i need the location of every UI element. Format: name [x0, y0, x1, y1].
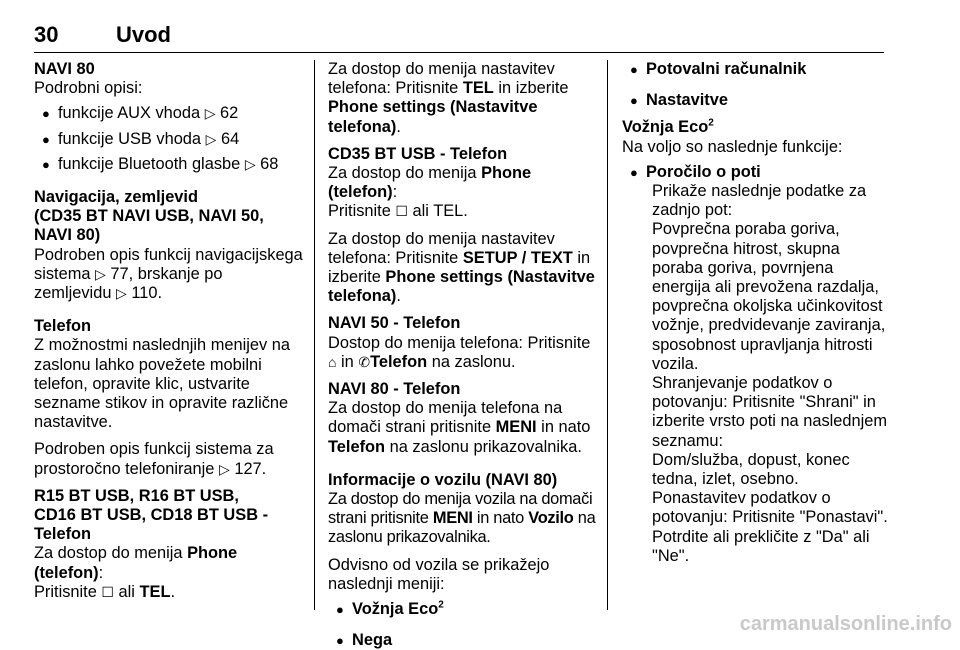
paragraph: Podroben opis funkcij navigacijskega sistema ▷ 77, brskanje po zemljevidu ▷ 110.: [34, 245, 303, 303]
heading-navigation: Navigacija, zemljevid (CD35 BT NAVI USB, NAVI 50, NAVI 80): [34, 188, 264, 245]
list-item: ● Potovalni računalnik: [622, 60, 894, 79]
page-title: Uvod: [116, 22, 171, 47]
heading-navi50-telefon: NAVI 50 - Telefon: [328, 314, 461, 333]
heading-navi80-telefon: NAVI 80 - Telefon: [328, 380, 461, 399]
paragraph: Podrobni opisi:: [34, 79, 143, 98]
heading-telefon: Telefon: [34, 317, 92, 336]
column-divider: [314, 60, 315, 610]
sub-paragraph: Dom/služba, dopust, konec tedna, izlet, osebno.: [652, 450, 850, 489]
paragraph: Odvisno od vozila se prikažejo naslednji meniji:: [328, 555, 550, 593]
phone-button-icon: ☐: [395, 203, 408, 220]
list-item: ● funkcije Bluetooth glasbe ▷ 68: [34, 155, 310, 174]
paragraph: Za dostop do menija Phone (telefon): Pritisnite ☐ ali TEL.: [328, 164, 532, 221]
paragraph: Za dostop do menija vozila na domači strani pritisnite MENI in nato Vozilo na zaslonu prikazovalnika.: [328, 490, 596, 547]
list-item: ● Vožnja Eco$^2$: [328, 600, 598, 619]
heading-eco-driving: Vožnja Eco$^2$: [622, 117, 714, 137]
heading-r15-telefon: R15 BT USB, R16 BT USB, CD16 BT USB, CD18 BT USB - Telefon: [34, 486, 269, 544]
list-item: ● funkcije USB vhoda ▷ 64: [34, 130, 310, 149]
page-header: [34, 18, 884, 53]
heading-navi80: NAVI 80: [34, 60, 95, 78]
cross-reference-arrow-icon: ▷: [244, 155, 256, 172]
sub-paragraph: Prikaže naslednje podatke za zadnjo pot:: [652, 182, 867, 220]
sub-paragraph: Ponastavitev podatkov o potovanju: Pritisnite "Ponastavi". Potrdite ali prekličite z "Da" ali "Ne".: [652, 489, 888, 565]
paragraph: Z možnostmi naslednjih menijev na zaslonu lahko povežete mobilni telefon, opravite klic, ustvarite sezname stikov in opravite različne nastavitve.: [34, 336, 290, 432]
cross-reference-arrow-icon: ▷: [116, 285, 127, 302]
column-2: [328, 60, 598, 650]
paragraph: Na voljo so naslednje funkcije:: [622, 137, 843, 156]
cross-reference-arrow-icon: ▷: [218, 460, 230, 477]
paragraph: Za dostop do menija nastavitev telefona: Pritisnite SETUP / TEXT in izberite Phone settings (Nastavitve telefona).: [328, 229, 595, 306]
sub-paragraph: Shranjevanje podatkov o potovanju: Pritisnite "Shrani" in izberite vrsto poti na naslednjem seznamu:: [652, 374, 888, 450]
page-number: 30: [34, 22, 59, 47]
list-item: ● Nega: [328, 631, 598, 650]
heading-vehicle-info: Informacije o vozilu (NAVI 80): [328, 470, 558, 489]
sub-paragraph: Povprečna poraba goriva, povprečna hitrost, skupna poraba goriva, povrnjena energija ali prevožena razdalja, povprečna okoljska učinkovitost vožnje, predvidevanje zaviranja, sposobnost upravljanja hitrosti vozila.: [652, 220, 886, 373]
list-item: ● funkcije AUX vhoda ▷ 62: [34, 104, 310, 123]
paragraph: Dostop do menija telefona: Pritisnite ⌂ in ✆Telefon na zaslonu.: [328, 333, 591, 371]
paragraph: Za dostop do menija Phone (telefon): Pritisnite ☐ ali TEL.: [34, 544, 238, 601]
heading-cd35-telefon: CD35 BT USB - Telefon: [328, 144, 508, 163]
phone-button-icon: ☐: [101, 583, 114, 600]
home-icon: ⌂: [328, 353, 337, 370]
cross-reference-arrow-icon: ▷: [205, 130, 217, 147]
cross-reference-arrow-icon: ▷: [204, 105, 216, 122]
paragraph: Za dostop do menija telefona na domači strani pritisnite MENI in nato Telefon na zaslonu prikazovalnika.: [328, 399, 591, 456]
column-divider: [607, 60, 608, 610]
cross-reference-arrow-icon: ▷: [95, 265, 106, 282]
list-item: ● Poročilo o poti: [622, 163, 894, 182]
watermark: carmanualsonline.info: [739, 613, 952, 635]
column-3: [622, 60, 894, 566]
phone-handset-icon: ✆: [358, 353, 371, 370]
column-1: [34, 60, 310, 602]
paragraph: Za dostop do menija nastavitev telefona: Pritisnite TEL in izberite Phone settings (Nastavitve telefona).: [328, 60, 569, 136]
paragraph: Podroben opis funkcij sistema za prostoročno telefoniranje ▷ 127.: [34, 440, 274, 478]
list-item: ● Nastavitve: [622, 91, 894, 110]
